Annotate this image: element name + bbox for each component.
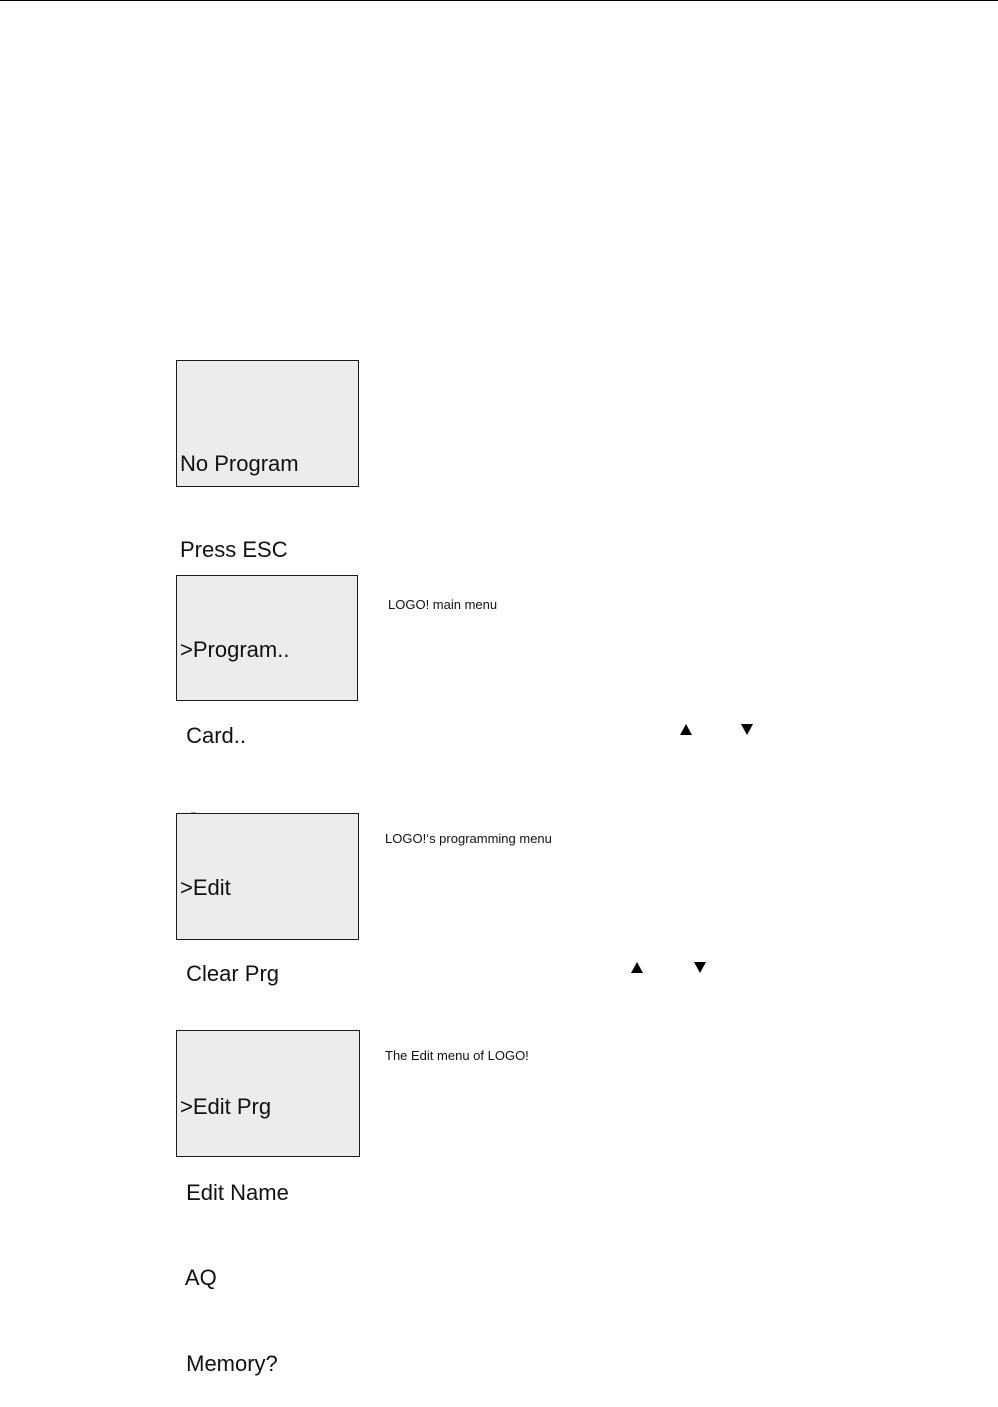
menu-item-program: >Program.. [180, 637, 290, 662]
lcd-edit-menu-screen [176, 1030, 360, 1376]
triangle-down-icon [694, 962, 706, 973]
menu-item-card: Card.. [180, 722, 247, 748]
page-top-rule [0, 0, 998, 1]
lcd-main-menu-screen [176, 575, 358, 748]
edit-menu-caption: The Edit menu of LOGO! [385, 1048, 529, 1063]
triangle-down-icon [741, 724, 753, 735]
menu-item-clear-prg: Clear Prg [180, 960, 280, 986]
menu-item-edit-name: Edit Name [180, 1179, 289, 1205]
lcd-line: No Program [180, 451, 299, 476]
lcd-line: Press ESC [180, 536, 288, 562]
lcd-no-program-screen [176, 360, 359, 562]
lcd-programming-menu-screen [176, 813, 359, 986]
menu-item-memory: Memory? [180, 1350, 278, 1376]
triangle-up-icon [631, 962, 643, 973]
menu-item-aq: AQ [180, 1265, 217, 1290]
menu-item-edit: >Edit [180, 875, 231, 900]
main-menu-caption: LOGO! main menu [388, 597, 498, 612]
menu-item-edit-prg: >Edit Prg [180, 1094, 272, 1119]
triangle-up-icon [680, 724, 692, 735]
programming-menu-caption: LOGO!‘s programming menu [385, 831, 552, 846]
